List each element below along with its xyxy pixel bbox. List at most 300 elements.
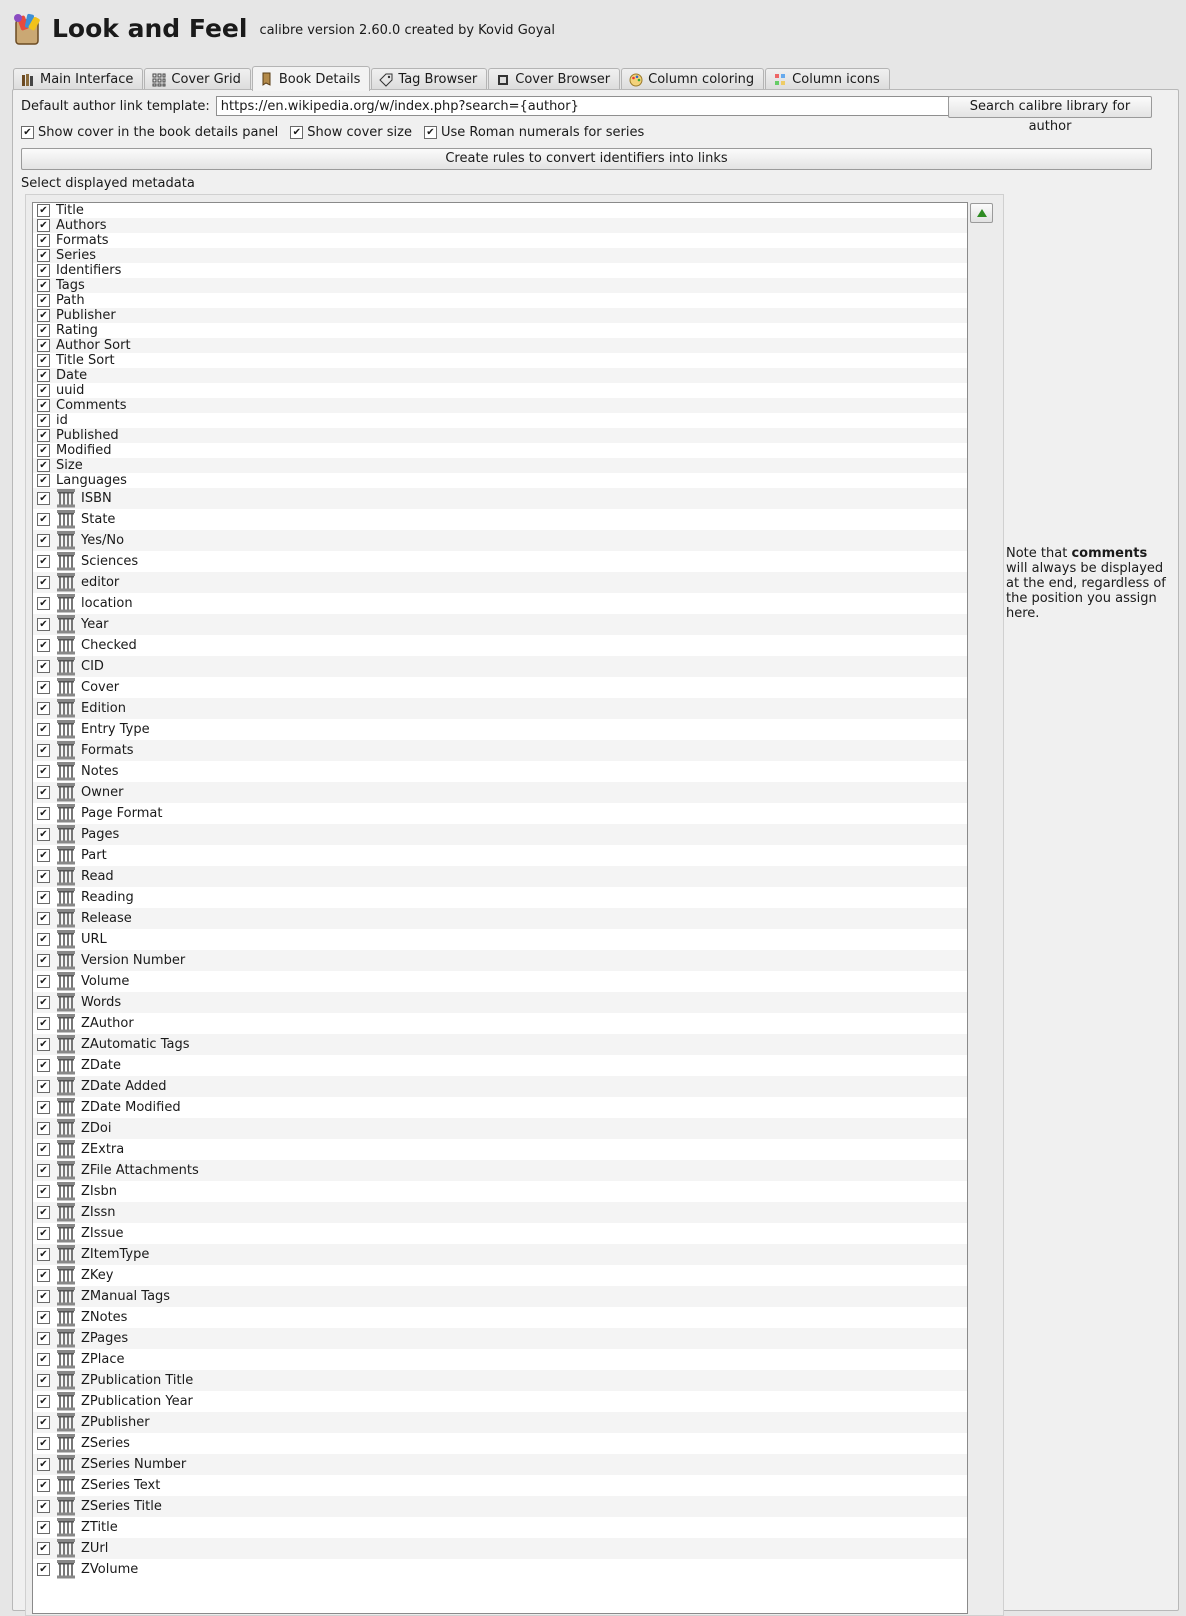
metadata-item-label: Publisher [56, 308, 116, 323]
metadata-item[interactable] [33, 740, 967, 761]
column-icon [56, 1560, 76, 1579]
checkbox-label: Use Roman numerals for series [440, 125, 645, 140]
column-icon [56, 594, 76, 613]
metadata-item[interactable] [33, 413, 967, 428]
metadata-item[interactable] [33, 803, 967, 824]
metadata-item[interactable] [33, 1370, 967, 1391]
column-icon [56, 741, 76, 760]
metadata-item[interactable] [33, 353, 967, 368]
metadata-item-label: ZItemType [81, 1247, 150, 1262]
metadata-item[interactable] [33, 887, 967, 908]
author-link-label: Default author link template: [21, 98, 210, 114]
search-library-button[interactable]: Search calibre library for author [948, 96, 1152, 118]
metadata-item[interactable] [33, 1475, 967, 1496]
metadata-item-label: Notes [81, 764, 119, 779]
checkbox-mark[interactable]: ✔ [37, 1164, 50, 1177]
column-icon [56, 1329, 76, 1348]
page-title: Look and Feel [52, 13, 248, 43]
column-icon [56, 972, 76, 991]
metadata-item-label: Owner [81, 785, 124, 800]
book-icon [260, 72, 274, 86]
grid-icon [152, 73, 166, 87]
checkbox-label: Show cover size [307, 125, 412, 140]
tag-icon [379, 73, 393, 87]
column-icon [56, 1014, 76, 1033]
metadata-item[interactable] [33, 473, 967, 488]
checkbox-mark: ✔ [21, 126, 34, 139]
checkbox-mark[interactable]: ✔ [37, 513, 50, 526]
metadata-item[interactable] [33, 824, 967, 845]
metadata-item-label: Size [56, 458, 83, 473]
checkbox-mark[interactable]: ✔ [37, 474, 50, 487]
metadata-item-label: ZAutomatic Tags [81, 1037, 190, 1052]
metadata-item-label: Tags [56, 278, 85, 293]
metadata-item-label: ZDoi [81, 1121, 112, 1136]
checkbox-mark[interactable]: ✔ [37, 1437, 50, 1450]
metadata-item[interactable] [33, 971, 967, 992]
note-bold: comments [1071, 546, 1148, 561]
checkbox-mark[interactable]: ✔ [37, 681, 50, 694]
column-icon [56, 930, 76, 949]
metadata-item[interactable] [33, 1076, 967, 1097]
metadata-item-label: ZVolume [81, 1562, 139, 1577]
metadata-item-label: Authors [56, 218, 107, 233]
checkbox-mark[interactable]: ✔ [37, 1332, 50, 1345]
metadata-item-label: Comments [56, 398, 127, 413]
metadata-item[interactable] [33, 1055, 967, 1076]
select-metadata-label: Select displayed metadata [21, 176, 195, 191]
checkbox-mark[interactable]: ✔ [37, 1269, 50, 1282]
note-prefix: Note that [1006, 546, 1068, 561]
checkbox-mark[interactable]: ✔ [37, 1206, 50, 1219]
metadata-item-label: URL [81, 932, 107, 947]
metadata-item-label: Published [56, 428, 119, 443]
checkbox-mark[interactable]: ✔ [37, 309, 50, 322]
metadata-item[interactable] [33, 677, 967, 698]
metadata-item-label: Words [81, 995, 122, 1010]
metadata-item[interactable] [33, 1517, 967, 1538]
checkbox-mark[interactable]: ✔ [37, 279, 50, 292]
palette-icon [629, 73, 643, 87]
metadata-item-label: Edition [81, 701, 126, 716]
metadata-item-label: location [81, 596, 133, 611]
checkbox-mark[interactable]: ✔ [37, 1227, 50, 1240]
checkbox-mark[interactable]: ✔ [37, 975, 50, 988]
column-icon [56, 1119, 76, 1138]
metadata-item-label: Entry Type [81, 722, 150, 737]
metadata-item[interactable] [33, 1412, 967, 1433]
metadata-item[interactable] [33, 203, 967, 218]
column-icon [56, 846, 76, 865]
column-icon [56, 1539, 76, 1558]
metadata-list[interactable] [32, 202, 968, 1614]
metadata-item[interactable] [33, 1139, 967, 1160]
column-icon [56, 1161, 76, 1180]
checkbox-mark[interactable]: ✔ [37, 1416, 50, 1429]
checkbox-mark[interactable]: ✔ [37, 1542, 50, 1555]
author-link-input[interactable]: https://en.wikipedia.org/w/index.php?search={author} [216, 96, 949, 116]
checkbox-mark[interactable]: ✔ [37, 459, 50, 472]
metadata-item-label: Checked [81, 638, 137, 653]
metadata-item[interactable] [33, 1307, 967, 1328]
metadata-item-label: ZPages [81, 1331, 129, 1346]
column-icon [56, 909, 76, 928]
metadata-item[interactable] [33, 509, 967, 530]
checkbox-mark[interactable]: ✔ [37, 996, 50, 1009]
column-icon [56, 636, 76, 655]
metadata-item-label: ZTitle [81, 1520, 118, 1535]
checkbox-mark[interactable]: ✔ [37, 354, 50, 367]
metadata-item[interactable] [33, 1265, 967, 1286]
checkbox-mark[interactable]: ✔ [37, 324, 50, 337]
metadata-item-label: ZIssue [81, 1226, 124, 1241]
column-icon [56, 1098, 76, 1117]
tab-book-details[interactable] [252, 66, 371, 91]
checkbox-mark[interactable]: ✔ [37, 399, 50, 412]
metadata-item-label: Formats [56, 233, 109, 248]
checkbox-mark[interactable]: ✔ [37, 576, 50, 589]
metadata-item-label: ZAuthor [81, 1016, 134, 1031]
comments-note [1006, 546, 1166, 621]
metadata-item-label: ZPublication Title [81, 1373, 194, 1388]
metadata-item[interactable] [33, 782, 967, 803]
metadata-item[interactable] [33, 383, 967, 398]
metadata-item-label: Modified [56, 443, 112, 458]
metadata-item-label: ZExtra [81, 1142, 125, 1157]
metadata-item[interactable] [33, 1433, 967, 1454]
metadata-item-label: Volume [81, 974, 130, 989]
version-text: calibre version 2.60.0 created by Kovid Goyal [259, 22, 555, 38]
checkbox-mark[interactable]: ✔ [37, 555, 50, 568]
metadata-item-label: ZPlace [81, 1352, 125, 1367]
metadata-item[interactable] [33, 698, 967, 719]
metadata-item-label: uuid [56, 383, 85, 398]
checkbox-mark[interactable]: ✔ [37, 765, 50, 778]
checkbox-mark[interactable]: ✔ [37, 786, 50, 799]
checkbox-mark[interactable]: ✔ [37, 1458, 50, 1471]
metadata-item[interactable] [33, 1286, 967, 1307]
metadata-item[interactable] [33, 233, 967, 248]
metadata-item-label: Languages [56, 473, 127, 488]
column-icon [56, 762, 76, 781]
column-icons-icon [773, 73, 787, 87]
column-icon [56, 1476, 76, 1495]
metadata-item[interactable] [33, 950, 967, 971]
column-icon [56, 1203, 76, 1222]
column-icon [56, 993, 76, 1012]
checkbox-mark[interactable]: ✔ [37, 249, 50, 262]
metadata-item-label: ZFile Attachments [81, 1163, 199, 1178]
column-icon [56, 699, 76, 718]
metadata-item-label: ZDate Added [81, 1079, 167, 1094]
checkbox-mark[interactable]: ✔ [37, 1374, 50, 1387]
metadata-item[interactable] [33, 1223, 967, 1244]
checkbox-mark[interactable]: ✔ [37, 597, 50, 610]
column-icon [56, 552, 76, 571]
metadata-item[interactable] [33, 530, 967, 551]
tab-cover-grid[interactable] [144, 68, 250, 90]
identifier-rules-button[interactable]: Create rules to convert identifiers into links [21, 148, 1152, 170]
metadata-item-label: ZNotes [81, 1310, 128, 1325]
metadata-item-label: Title Sort [56, 353, 115, 368]
column-icon [56, 657, 76, 676]
column-icon [56, 1266, 76, 1285]
checkbox-mark[interactable]: ✔ [37, 429, 50, 442]
checkbox-mark[interactable]: ✔ [37, 1290, 50, 1303]
metadata-item-label: ZDate [81, 1058, 121, 1073]
metadata-item-label: editor [81, 575, 120, 590]
tab-cover-browser[interactable] [488, 68, 620, 90]
checkbox-mark[interactable]: ✔ [37, 870, 50, 883]
checkbox-mark[interactable]: ✔ [37, 1311, 50, 1324]
checkbox-mark[interactable]: ✔ [37, 1353, 50, 1366]
column-icon [56, 1287, 76, 1306]
tab-label: Book Details [278, 71, 361, 87]
metadata-item[interactable] [33, 845, 967, 866]
metadata-item-label: Series [56, 248, 96, 263]
column-icon [56, 1350, 76, 1369]
checkbox-mark[interactable]: ✔ [37, 1479, 50, 1492]
checkbox-mark[interactable]: ✔ [37, 912, 50, 925]
tab-column-coloring[interactable] [621, 68, 764, 90]
checkbox-mark[interactable]: ✔ [37, 954, 50, 967]
metadata-item[interactable] [33, 614, 967, 635]
metadata-item[interactable] [33, 908, 967, 929]
metadata-item[interactable] [33, 218, 967, 233]
checkbox-mark[interactable]: ✔ [37, 660, 50, 673]
calibre-icon [10, 10, 46, 46]
metadata-group [25, 194, 1004, 1616]
column-icon [56, 1140, 76, 1159]
column-icon [56, 531, 76, 550]
checkbox-label: Show cover in the book details panel [38, 125, 279, 140]
checkbox-mark[interactable]: ✔ [37, 828, 50, 841]
checkbox-mark[interactable]: ✔ [37, 234, 50, 247]
checkbox-mark[interactable]: ✔ [37, 369, 50, 382]
metadata-item[interactable] [33, 593, 967, 614]
checkbox-mark[interactable]: ✔ [37, 1059, 50, 1072]
tab-bar [13, 66, 891, 89]
checkbox-mark[interactable]: ✔ [37, 1395, 50, 1408]
metadata-item[interactable] [33, 248, 967, 263]
metadata-item-label: Sciences [81, 554, 139, 569]
checkbox-mark[interactable]: ✔ [37, 807, 50, 820]
metadata-item-label: Reading [81, 890, 134, 905]
column-icon [56, 1077, 76, 1096]
checkbox-mark[interactable]: ✔ [37, 723, 50, 736]
checkbox-mark[interactable]: ✔ [37, 219, 50, 232]
metadata-item[interactable] [33, 1328, 967, 1349]
checkbox-mark[interactable]: ✔ [37, 618, 50, 631]
metadata-item[interactable] [33, 338, 967, 353]
checkbox-mark[interactable]: ✔ [37, 1500, 50, 1513]
column-icon [56, 804, 76, 823]
checkbox-mark[interactable]: ✔ [37, 1080, 50, 1093]
metadata-item[interactable] [33, 368, 967, 383]
column-icon [56, 1434, 76, 1453]
metadata-item[interactable] [33, 551, 967, 572]
checkbox-mark[interactable]: ✔ [37, 294, 50, 307]
column-icon [56, 1182, 76, 1201]
checkbox-mark[interactable]: ✔ [37, 744, 50, 757]
metadata-item-label: ZSeries Text [81, 1478, 161, 1493]
tab-column-icons[interactable] [765, 68, 890, 90]
metadata-item-label: Yes/No [81, 533, 125, 548]
checkbox-mark[interactable]: ✔ [37, 1521, 50, 1534]
tab-main-interface[interactable] [13, 68, 143, 90]
checkbox-mark[interactable]: ✔ [37, 1143, 50, 1156]
column-icon [56, 1035, 76, 1054]
column-icon [56, 825, 76, 844]
metadata-item[interactable] [33, 1349, 967, 1370]
metadata-item[interactable] [33, 308, 967, 323]
metadata-item[interactable] [33, 992, 967, 1013]
checkbox-mark[interactable]: ✔ [37, 933, 50, 946]
metadata-item-label: ZManual Tags [81, 1289, 171, 1304]
metadata-item[interactable] [33, 278, 967, 293]
column-icon [56, 888, 76, 907]
checkbox-mark: ✔ [424, 126, 437, 139]
column-icon [56, 1371, 76, 1390]
column-icon [56, 867, 76, 886]
metadata-item[interactable] [33, 866, 967, 887]
checkbox-mark[interactable]: ✔ [37, 849, 50, 862]
metadata-item[interactable] [33, 398, 967, 413]
show-cover-checkbox[interactable] [21, 125, 278, 140]
metadata-item-label: State [81, 512, 116, 527]
tab-label: Tag Browser [398, 72, 478, 87]
checkbox-mark[interactable]: ✔ [37, 639, 50, 652]
column-icon [56, 1308, 76, 1327]
checkbox-mark[interactable]: ✔ [37, 264, 50, 277]
metadata-item[interactable] [33, 263, 967, 278]
metadata-item[interactable] [33, 1496, 967, 1517]
move-up-button[interactable] [970, 203, 993, 223]
metadata-item[interactable] [33, 1160, 967, 1181]
note-suffix: will always be displayed at the end, regardless of the position you assign here. [1006, 561, 1166, 621]
metadata-item-label: Version Number [81, 953, 186, 968]
show-cover-size-checkbox[interactable] [290, 125, 412, 140]
metadata-item-label: ZSeries Number [81, 1457, 187, 1472]
metadata-item-label: Year [81, 617, 109, 632]
checkbox-mark[interactable]: ✔ [37, 1017, 50, 1030]
metadata-item[interactable] [33, 428, 967, 443]
metadata-item-label: ZUrl [81, 1541, 109, 1556]
metadata-item-label: Author Sort [56, 338, 131, 353]
column-icon [56, 1413, 76, 1432]
metadata-item-label: ZDate Modified [81, 1100, 181, 1115]
metadata-item[interactable] [33, 1559, 967, 1580]
checkbox-mark[interactable]: ✔ [37, 1101, 50, 1114]
metadata-item-label: id [56, 413, 68, 428]
image-icon [496, 73, 510, 87]
column-icon [56, 510, 76, 529]
checkbox-mark[interactable]: ✔ [37, 1563, 50, 1576]
tab-tag-browser[interactable] [371, 68, 487, 90]
column-icon [56, 783, 76, 802]
metadata-item-label: Title [56, 203, 84, 218]
column-icon [56, 678, 76, 697]
metadata-item[interactable] [33, 929, 967, 950]
metadata-item-label: Path [56, 293, 85, 308]
column-icon [56, 1518, 76, 1537]
metadata-item-label: ZKey [81, 1268, 114, 1283]
metadata-item[interactable] [33, 443, 967, 458]
metadata-item[interactable] [33, 1244, 967, 1265]
metadata-item-label: ISBN [81, 491, 112, 506]
metadata-item-label: Release [81, 911, 132, 926]
metadata-item-label: Date [56, 368, 88, 383]
roman-numerals-checkbox[interactable] [424, 125, 644, 140]
metadata-item[interactable] [33, 656, 967, 677]
metadata-item[interactable] [33, 1454, 967, 1475]
checkbox-mark: ✔ [290, 126, 303, 139]
metadata-item[interactable] [33, 1013, 967, 1034]
metadata-item[interactable] [33, 293, 967, 308]
tab-label: Column coloring [648, 72, 755, 87]
metadata-item[interactable] [33, 1034, 967, 1055]
metadata-item-label: ZPublisher [81, 1415, 150, 1430]
tab-label: Cover Browser [515, 72, 611, 87]
checkbox-mark[interactable]: ✔ [37, 1038, 50, 1051]
column-icon [56, 1056, 76, 1075]
checkbox-mark[interactable]: ✔ [37, 891, 50, 904]
checkbox-mark[interactable]: ✔ [37, 702, 50, 715]
metadata-item[interactable] [33, 635, 967, 656]
metadata-item[interactable] [33, 488, 967, 509]
checkbox-mark[interactable]: ✔ [37, 534, 50, 547]
header [10, 10, 555, 46]
checkbox-mark[interactable]: ✔ [37, 492, 50, 505]
metadata-item-label: Read [81, 869, 114, 884]
checkbox-mark[interactable]: ✔ [37, 339, 50, 352]
books-icon [21, 73, 35, 87]
checkbox-mark[interactable]: ✔ [37, 1185, 50, 1198]
column-icon [56, 1245, 76, 1264]
checkbox-mark[interactable]: ✔ [37, 444, 50, 457]
metadata-item-label: Cover [81, 680, 120, 695]
metadata-item-label: Formats [81, 743, 134, 758]
metadata-item[interactable] [33, 1202, 967, 1223]
metadata-item-label: ZIssn [81, 1205, 116, 1220]
column-icon [56, 951, 76, 970]
checkbox-mark[interactable]: ✔ [37, 1122, 50, 1135]
book-details-panel [12, 89, 1179, 1611]
metadata-item[interactable] [33, 323, 967, 338]
checkbox-mark[interactable]: ✔ [37, 204, 50, 217]
metadata-item-label: Rating [56, 323, 98, 338]
column-icon [56, 720, 76, 739]
checkbox-mark[interactable]: ✔ [37, 384, 50, 397]
arrow-up-icon [976, 208, 988, 218]
metadata-item[interactable] [33, 1097, 967, 1118]
tab-label: Column icons [792, 72, 880, 87]
metadata-item[interactable] [33, 458, 967, 473]
checkbox-mark[interactable]: ✔ [37, 1248, 50, 1261]
metadata-item-label: Identifiers [56, 263, 122, 278]
metadata-item[interactable] [33, 1538, 967, 1559]
metadata-item[interactable] [33, 1118, 967, 1139]
column-icon [56, 1455, 76, 1474]
metadata-item[interactable] [33, 1181, 967, 1202]
checkbox-mark[interactable]: ✔ [37, 414, 50, 427]
metadata-item[interactable] [33, 761, 967, 782]
metadata-item[interactable] [33, 572, 967, 593]
column-icon [56, 1497, 76, 1516]
metadata-item[interactable] [33, 719, 967, 740]
metadata-item[interactable] [33, 1391, 967, 1412]
metadata-item-label: ZSeries Title [81, 1499, 162, 1514]
